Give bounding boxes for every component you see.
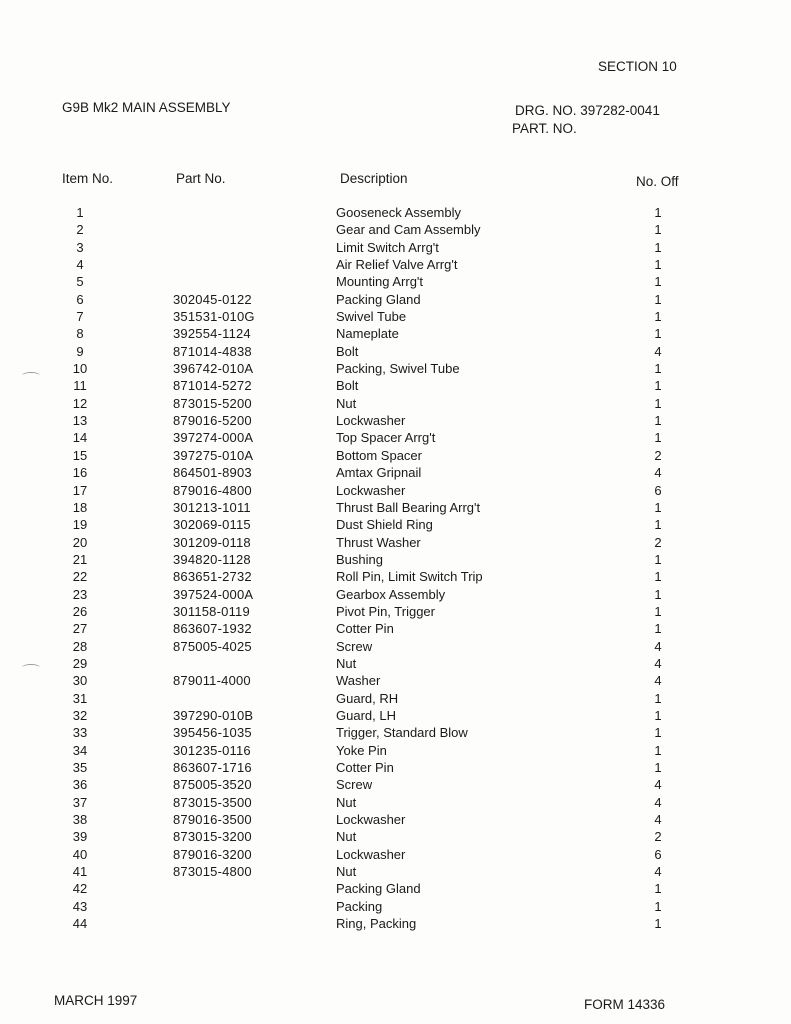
description: Pivot Pin, Trigger xyxy=(336,603,435,619)
part-number: 873015-5200 xyxy=(173,395,252,411)
table-row xyxy=(0,673,791,690)
table-row xyxy=(0,743,791,760)
table-row xyxy=(0,639,791,656)
table-row xyxy=(0,500,791,517)
quantity: 1 xyxy=(654,274,662,290)
part-number: 879011-4000 xyxy=(173,673,251,689)
part-number: 873015-4800 xyxy=(173,864,252,880)
item-number: 34 xyxy=(72,742,88,758)
item-number: 40 xyxy=(72,846,88,862)
quantity: 1 xyxy=(654,603,662,619)
quantity: 4 xyxy=(654,777,662,793)
item-number: 42 xyxy=(72,881,88,897)
table-row xyxy=(0,881,791,898)
description: Bottom Spacer xyxy=(336,447,422,463)
table-row xyxy=(0,448,791,465)
part-number: 397274-000A xyxy=(173,430,254,446)
table-row xyxy=(0,708,791,725)
item-number: 26 xyxy=(72,603,88,619)
quantity: 1 xyxy=(654,309,662,325)
table-row xyxy=(0,829,791,846)
item-number: 44 xyxy=(72,916,88,932)
table-row xyxy=(0,222,791,239)
description: Guard, LH xyxy=(336,707,396,723)
table-row xyxy=(0,535,791,552)
item-number: 36 xyxy=(72,777,88,793)
item-number: 29 xyxy=(72,655,88,671)
quantity: 1 xyxy=(654,517,662,533)
description: Washer xyxy=(336,673,381,689)
part-number: 879016-4800 xyxy=(173,482,252,498)
quantity: 1 xyxy=(654,326,662,342)
quantity: 1 xyxy=(654,413,662,429)
column-header-item: Item No. xyxy=(62,171,114,186)
item-number: 23 xyxy=(72,586,88,602)
table-row xyxy=(0,483,791,500)
item-number: 4 xyxy=(76,257,84,273)
description: Packing Gland xyxy=(336,881,421,897)
item-number: 15 xyxy=(72,447,88,463)
item-number: 19 xyxy=(72,517,88,533)
quantity: 1 xyxy=(654,881,662,897)
description: Bolt xyxy=(336,378,359,394)
quantity: 1 xyxy=(654,257,662,273)
quantity: 2 xyxy=(654,534,662,550)
table-row xyxy=(0,864,791,881)
quantity: 4 xyxy=(654,655,662,671)
item-number: 20 xyxy=(72,534,88,550)
description: Thrust Ball Bearing Arrg't xyxy=(336,499,481,515)
item-number: 30 xyxy=(72,673,88,689)
item-number: 38 xyxy=(72,812,88,828)
column-header-description: Description xyxy=(340,171,408,186)
footer-date: MARCH 1997 xyxy=(54,993,138,1008)
item-number: 32 xyxy=(72,707,88,723)
description: Trigger, Standard Blow xyxy=(336,725,468,741)
part-number: 397290-010B xyxy=(173,707,254,723)
item-number: 22 xyxy=(72,569,88,585)
item-number: 31 xyxy=(72,690,88,706)
table-row xyxy=(0,430,791,447)
part-number: 301213-1011 xyxy=(173,499,251,515)
part-number: 879016-5200 xyxy=(173,413,252,429)
part-number: 392554-1124 xyxy=(173,326,251,342)
table-row xyxy=(0,587,791,604)
item-number: 39 xyxy=(72,829,88,845)
description: Lockwasher xyxy=(336,812,406,828)
quantity: 1 xyxy=(654,916,662,932)
item-number: 5 xyxy=(76,274,84,290)
drawing-number: DRG. NO. 397282-0041 xyxy=(515,103,660,118)
item-number: 6 xyxy=(76,291,84,307)
table-row xyxy=(0,240,791,257)
table-row xyxy=(0,656,791,673)
table-row xyxy=(0,777,791,794)
quantity: 4 xyxy=(654,794,662,810)
item-number: 21 xyxy=(72,551,88,567)
column-header-part: Part No. xyxy=(176,171,226,186)
document-title: G9B Mk2 MAIN ASSEMBLY xyxy=(62,100,231,115)
quantity: 1 xyxy=(654,239,662,255)
quantity: 1 xyxy=(654,569,662,585)
quantity: 4 xyxy=(654,638,662,654)
description: Guard, RH xyxy=(336,690,399,706)
quantity: 1 xyxy=(654,291,662,307)
quantity: 1 xyxy=(654,690,662,706)
description: Nut xyxy=(336,829,357,845)
part-number: 397524-000A xyxy=(173,586,254,602)
scan-mark xyxy=(22,664,40,671)
quantity: 1 xyxy=(654,205,662,220)
quantity: 1 xyxy=(654,898,662,914)
item-number: 35 xyxy=(72,760,88,775)
part-number: 873015-3200 xyxy=(173,829,252,845)
description: Nut xyxy=(336,794,357,810)
quantity: 1 xyxy=(654,586,662,602)
table-row xyxy=(0,465,791,482)
description: Nameplate xyxy=(336,326,399,342)
item-number: 8 xyxy=(76,326,84,342)
part-number: 302069-0115 xyxy=(173,517,251,533)
table-row xyxy=(0,691,791,708)
quantity: 1 xyxy=(654,707,662,723)
table-row xyxy=(0,847,791,864)
item-number: 3 xyxy=(76,239,84,255)
description: Air Relief Valve Arrg't xyxy=(336,257,458,273)
description: Mounting Arrg't xyxy=(336,274,424,290)
part-number: 863651-2732 xyxy=(173,569,252,585)
part-number: 301158-0119 xyxy=(173,603,250,619)
item-number: 27 xyxy=(72,621,88,637)
table-row xyxy=(0,274,791,291)
item-number: 9 xyxy=(76,343,84,359)
table-row xyxy=(0,309,791,326)
quantity: 6 xyxy=(654,482,662,498)
quantity: 2 xyxy=(654,829,662,845)
part-number: 875005-4025 xyxy=(173,638,252,654)
part-number-label: PART. NO. xyxy=(512,121,577,136)
part-number: 871014-4838 xyxy=(173,343,252,359)
description: Bolt xyxy=(336,343,359,359)
quantity: 4 xyxy=(654,864,662,880)
description: Yoke Pin xyxy=(336,742,387,758)
quantity: 6 xyxy=(654,846,662,862)
part-number: 864501-8903 xyxy=(173,465,252,481)
description: Screw xyxy=(336,638,373,654)
table-row xyxy=(0,552,791,569)
description: Nut xyxy=(336,395,357,411)
quantity: 1 xyxy=(654,430,662,446)
part-number: 875005-3520 xyxy=(173,777,252,793)
description: Roll Pin, Limit Switch Trip xyxy=(336,569,483,585)
item-number: 7 xyxy=(76,309,84,325)
description: Bushing xyxy=(336,551,383,567)
item-number: 43 xyxy=(72,898,88,914)
quantity: 1 xyxy=(654,760,662,775)
part-number: 873015-3500 xyxy=(173,794,252,810)
quantity: 1 xyxy=(654,725,662,741)
description: Dust Shield Ring xyxy=(336,517,433,533)
table-row xyxy=(0,361,791,378)
part-number: 397275-010A xyxy=(173,447,254,463)
parts-table xyxy=(0,205,791,933)
description: Packing Gland xyxy=(336,291,421,307)
table-row xyxy=(0,604,791,621)
description: Limit Switch Arrg't xyxy=(336,239,439,255)
item-number: 16 xyxy=(72,465,88,481)
quantity: 1 xyxy=(654,621,662,637)
table-row xyxy=(0,205,791,222)
section-label: SECTION 10 xyxy=(598,59,677,74)
description: Packing xyxy=(336,898,383,914)
description: Screw xyxy=(336,777,373,793)
part-number: 863607-1932 xyxy=(173,621,252,637)
description: Packing, Swivel Tube xyxy=(336,361,460,377)
table-row xyxy=(0,292,791,309)
description: Top Spacer Arrg't xyxy=(336,430,436,446)
item-number: 13 xyxy=(72,413,88,429)
part-number: 394820-1128 xyxy=(173,551,251,567)
table-row xyxy=(0,760,791,777)
footer-form-number: FORM 14336 xyxy=(584,997,666,1012)
description: Lockwasher xyxy=(336,846,406,862)
quantity: 4 xyxy=(654,343,662,359)
table-row xyxy=(0,621,791,638)
scan-mark xyxy=(22,372,40,379)
item-number: 12 xyxy=(72,395,88,411)
table-row xyxy=(0,326,791,343)
quantity: 4 xyxy=(654,465,662,481)
item-number: 1 xyxy=(76,205,84,220)
quantity: 1 xyxy=(654,378,662,394)
table-row xyxy=(0,795,791,812)
part-number: 302045-0122 xyxy=(173,291,252,307)
item-number: 41 xyxy=(72,864,88,880)
table-row xyxy=(0,517,791,534)
description: Gear and Cam Assembly xyxy=(336,222,481,238)
description: Cotter Pin xyxy=(336,621,394,637)
part-number: 301209-0118 xyxy=(173,534,251,550)
item-number: 2 xyxy=(76,222,84,238)
table-row xyxy=(0,344,791,361)
description: Amtax Gripnail xyxy=(336,465,422,481)
description: Nut xyxy=(336,864,357,880)
table-row xyxy=(0,812,791,829)
item-number: 11 xyxy=(73,378,87,394)
item-number: 33 xyxy=(72,725,88,741)
part-number: 879016-3200 xyxy=(173,846,252,862)
part-number: 863607-1716 xyxy=(173,760,252,775)
quantity: 4 xyxy=(654,812,662,828)
item-number: 17 xyxy=(72,482,88,498)
part-number: 879016-3500 xyxy=(173,812,252,828)
part-number: 395456-1035 xyxy=(173,725,252,741)
table-row xyxy=(0,257,791,274)
item-number: 14 xyxy=(72,430,88,446)
description: Gooseneck Assembly xyxy=(336,205,462,220)
description: Cotter Pin xyxy=(336,760,394,775)
table-row xyxy=(0,413,791,430)
quantity: 2 xyxy=(654,447,662,463)
description: Lockwasher xyxy=(336,413,406,429)
description: Gearbox Assembly xyxy=(336,586,446,602)
quantity: 1 xyxy=(654,742,662,758)
item-number: 28 xyxy=(72,638,88,654)
table-row xyxy=(0,916,791,933)
quantity: 1 xyxy=(654,551,662,567)
description: Lockwasher xyxy=(336,482,406,498)
part-number: 301235-0116 xyxy=(173,742,251,758)
quantity: 4 xyxy=(654,673,662,689)
item-number: 10 xyxy=(72,361,88,377)
part-number: 351531-010G xyxy=(173,309,255,325)
description: Swivel Tube xyxy=(336,309,407,325)
quantity: 1 xyxy=(654,499,662,515)
part-number: 871014-5272 xyxy=(173,378,252,394)
table-row xyxy=(0,569,791,586)
column-header-quantity: No. Off xyxy=(636,174,679,189)
quantity: 1 xyxy=(654,361,662,377)
description: Thrust Washer xyxy=(336,534,421,550)
table-row xyxy=(0,396,791,413)
table-row xyxy=(0,378,791,395)
quantity: 1 xyxy=(654,395,662,411)
item-number: 18 xyxy=(72,499,88,515)
table-row xyxy=(0,899,791,916)
description: Ring, Packing xyxy=(336,916,417,932)
item-number: 37 xyxy=(72,794,88,810)
table-row xyxy=(0,725,791,742)
description: Nut xyxy=(336,655,357,671)
quantity: 1 xyxy=(654,222,662,238)
part-number: 396742-010A xyxy=(173,361,254,377)
